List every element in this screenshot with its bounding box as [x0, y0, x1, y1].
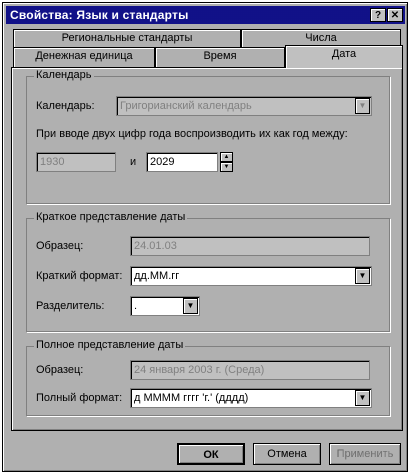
help-button[interactable]: ?: [370, 8, 386, 22]
long-format-value: д ММММ гггг 'г.' (дддд): [134, 392, 249, 404]
separator-value: .: [134, 300, 138, 312]
tab-currency[interactable]: Денежная единица: [13, 47, 155, 67]
calendar-group-label: Календарь: [36, 69, 92, 81]
short-format-combo[interactable]: [130, 266, 372, 286]
spin-down-icon[interactable]: ▼: [220, 162, 233, 172]
window-title: Свойства: Язык и стандарты: [10, 8, 189, 22]
short-format-value: дд.ММ.гг: [134, 270, 180, 282]
title-bar: [6, 6, 405, 24]
year-to-input[interactable]: 2029: [146, 152, 218, 172]
ok-button[interactable]: ОК: [177, 443, 245, 465]
calendar-select-value: Григорианский календарь: [120, 100, 252, 112]
long-sample-field: 24 января 2003 г. (Среда): [130, 360, 370, 380]
dialog-window: [2, 2, 408, 472]
year-from-field: 1930: [36, 152, 116, 172]
two-digit-year-text: При вводе двух цифр года воспроизводить их как год между:: [36, 128, 348, 140]
calendar-label: Календарь:: [36, 100, 95, 112]
short-date-group-label: Краткое представление даты: [36, 211, 186, 223]
chevron-down-icon[interactable]: ▼: [183, 298, 198, 314]
and-label: и: [130, 156, 137, 168]
long-format-label: Полный формат:: [36, 392, 123, 404]
tab-numbers[interactable]: Числа: [241, 29, 401, 47]
short-sample-label: Образец:: [36, 240, 84, 252]
chevron-down-icon[interactable]: ▼: [355, 390, 370, 406]
tab-date[interactable]: Дата: [285, 45, 403, 68]
short-format-label: Краткий формат:: [36, 270, 123, 282]
close-button[interactable]: ✕: [387, 8, 403, 22]
cancel-button[interactable]: Отмена: [253, 443, 321, 465]
calendar-select[interactable]: [116, 96, 372, 116]
short-sample-field: 24.01.03: [130, 236, 370, 256]
tab-time[interactable]: Время: [155, 47, 285, 67]
tab-panel-date: [11, 67, 403, 431]
apply-button-label: Применить: [336, 448, 394, 460]
chevron-down-icon[interactable]: ▼: [355, 268, 370, 284]
chevron-down-icon[interactable]: ▼: [355, 98, 370, 114]
long-date-group-label: Полное представление даты: [36, 339, 184, 351]
tab-regional-standards[interactable]: Региональные стандарты: [13, 29, 241, 47]
spin-up-icon[interactable]: ▲: [220, 152, 233, 162]
separator-label: Разделитель:: [36, 300, 105, 312]
long-format-combo[interactable]: [130, 388, 372, 408]
long-sample-label: Образец:: [36, 364, 84, 376]
apply-button[interactable]: [329, 443, 401, 465]
separator-combo[interactable]: [130, 296, 200, 316]
